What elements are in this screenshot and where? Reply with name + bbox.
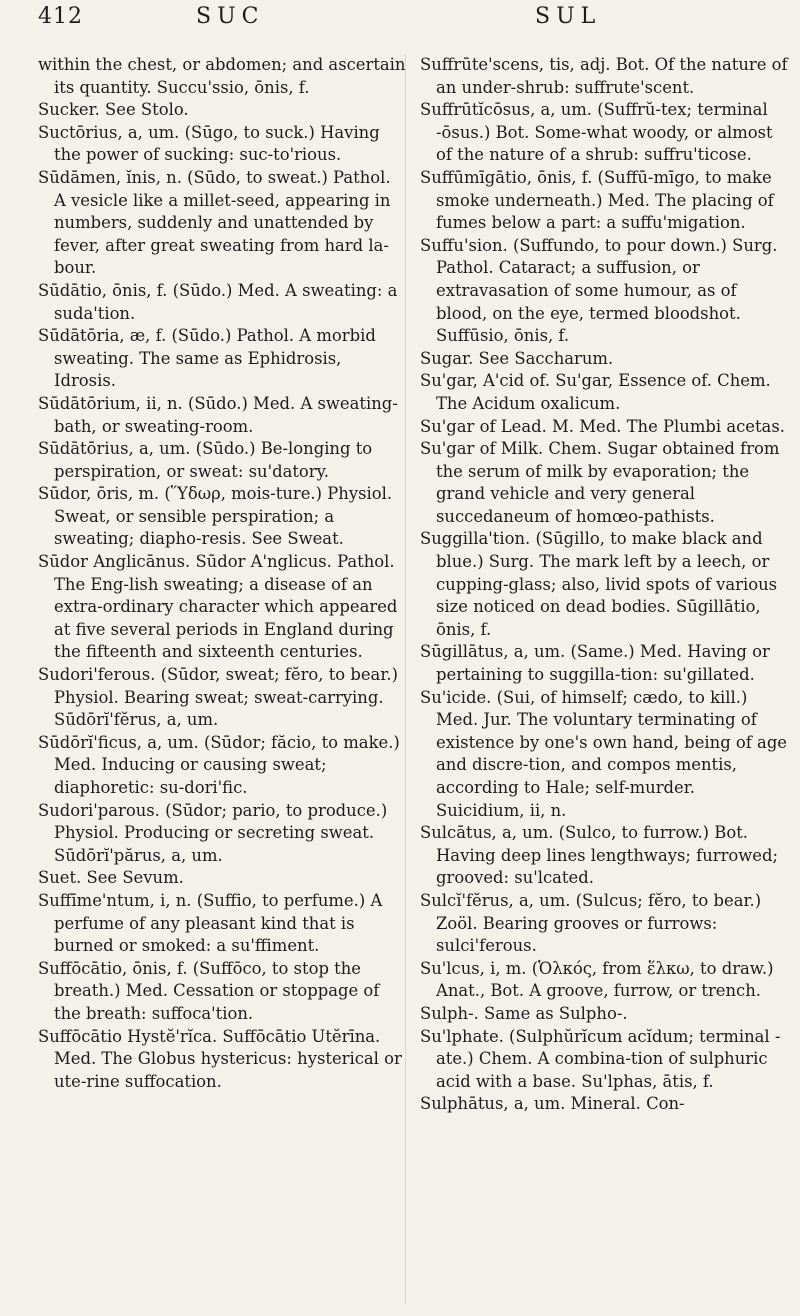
right-running-head: SUL [535,4,602,29]
page-header [0,0,800,52]
dictionary-entry: Suffrūtĭcōsus, a, um. (Suffrŭ-tex; terminal -ōsus.) Bot. Some-what woody, or almost of the nature of a shrub: suffru'ticose. [420,100,773,165]
dictionary-entry: within the chest, or abdomen; and ascertain its quantity. Succu'ssio, ōnis, f. [38,55,406,97]
left-column [38,54,406,1093]
dictionary-entry: Suctōrius, a, um. (Sūgo, to suck.) Having the power of sucking: suc-to'rious. [38,122,380,165]
column-divider [405,54,406,1304]
dictionary-entry: Su'icide. (Sui, of himself; cædo, to kill.) Med. Jur. The voluntary terminating of existence by one's own hand, being of age and discre-tion, and compos mentis, according to Hale; self-murder. Suicidium, ii, n. [420,687,788,820]
dictionary-entry: Sūdōrĭ'ficus, a, um. (Sūdor; făcio, to make.) Med. Inducing or causing sweat; diaphoretic: su-dori'fic. [38,732,400,797]
dictionary-entry: Suggilla'tion. (Sūgillo, to make black and blue.) Surg. The mark left by a leech, or cupping-glass; also, livid spots of various size noticed on dead bodies. Sūgillātio, ōnis, f. [420,529,778,639]
dictionary-entry: Suffūmīgātio, ōnis, f. (Suffū-mīgo, to make smoke underneath.) Med. The placing of fumes below a part: a suffu'migation. [420,167,774,233]
dictionary-entry: Suffīme'ntum, i, n. (Suffio, to perfume.) A perfume of any pleasant kind that is burned or smoked: a su'ffiment. [38,890,383,956]
dictionary-entry: Sūdātōria, æ, f. (Sūdo.) Pathol. A morbid sweating. The same as Ephidrosis, Idrosis. [38,326,376,391]
dictionary-entry: Sūdātio, ōnis, f. (Sūdo.) Med. A sweating: a suda'tion. [38,280,398,323]
dictionary-entry: Sugar. See Saccharum. [420,348,614,368]
dictionary-entry: Suet. See Sevum. [38,868,184,888]
dictionary-entry: Suffu'sion. (Suffundo, to pour down.) Surg. Pathol. Cataract; a suffusion, or extravasation of some humour, as of blood, on the eye, termed bloodshot. Suffūsio, ōnis, f. [420,235,778,346]
dictionary-entry: Suffrūte'scens, tis, adj. Bot. Of the nature of an under-shrub: suffrute'scent. [420,55,788,97]
right-column [420,54,788,1116]
dictionary-entry: Sulcātus, a, um. (Sulco, to furrow.) Bot. Having deep lines lengthways; furrowed; grooved: su'lcated. [420,823,779,888]
dictionary-entry: Sūdātōrius, a, um. (Sūdo.) Be-longing to perspiration, or sweat: su'datory. [38,439,373,481]
dictionary-entry: Su'gar, A'cid of. Su'gar, Essence of. Chem. The Acidum oxalicum. [420,371,771,413]
dictionary-entry: Su'gar of Milk. Chem. Sugar obtained from the serum of milk by evaporation; the grand vehicle and very general succedaneum of homœo-pathists. [420,439,780,526]
dictionary-entry: Sūdāmen, ĭnis, n. (Sūdo, to sweat.) Pathol. A vesicle like a millet-seed, appearing in numbers, suddenly and unattended by fever, after great sweating from hard la-bour. [38,167,391,278]
dictionary-entry: Su'lcus, i, m. (Ὁλκός, from ἕλκω, to draw.) Anat., Bot. A groove, furrow, or trench. [420,958,774,1001]
dictionary-entry: Sulphātus, a, um. Mineral. Con- [420,1094,685,1114]
dictionary-entry: Sucker. See Stolo. [38,100,189,120]
dictionary-entry: Suffōcātio, ōnis, f. (Suffōco, to stop the breath.) Med. Cessation or stoppage of the breath: suffoca'tion. [38,958,380,1023]
dictionary-entry: Sudori'ferous. (Sūdor, sweat; fĕro, to bear.) Physiol. Bearing sweat; sweat-carrying. Sūdōrĭ'fĕrus, a, um. [38,665,398,730]
page-number: 412 [38,4,83,29]
dictionary-entry: Su'lphate. (Sulphŭrĭcum acĭdum; terminal -ate.) Chem. A combina-tion of sulphuric acid with a base. Su'lphas, ātis, f. [420,1026,781,1091]
dictionary-entry: Sudori'parous. (Sūdor; pario, to produce.) Physiol. Producing or secreting sweat. Sūdōrĭ'părus, a, um. [38,800,388,865]
dictionary-entry: Sūdor, ōris, m. (Ὕδωρ, mois-ture.) Physiol. Sweat, or sensible perspiration; a sweating; diapho-resis. See Sweat. [38,484,393,549]
left-running-head: SUC [196,4,265,29]
dictionary-entry: Suffōcātio Hystĕ'rĭca. Suffōcātio Utĕrīna. Med. The Globus hystericus: hysterical or ute-rine suffocation. [38,1026,402,1091]
dictionary-entry: Sūdātōrium, ii, n. (Sūdo.) Med. A sweating-bath, or sweating-room. [38,393,398,436]
dictionary-entry: Sūdor Anglicānus. Sūdor A'nglicus. Pathol. The Eng-lish sweating; a disease of an extra-ordinary character which appeared at five several periods in England during the fifteenth and sixteenth centuries. [38,552,398,662]
dictionary-entry: Sūgillātus, a, um. (Same.) Med. Having or pertaining to suggilla-tion: su'gillated. [420,642,770,685]
dictionary-entry: Sulcĭ'fĕrus, a, um. (Sulcus; fĕro, to bear.) Zoöl. Bearing grooves or furrows: sulci'ferous. [420,890,762,956]
dictionary-entry: Sulph-. Same as Sulpho-. [420,1003,628,1023]
dictionary-entry: Su'gar of Lead. M. Med. The Plumbi acetas. [420,416,785,436]
